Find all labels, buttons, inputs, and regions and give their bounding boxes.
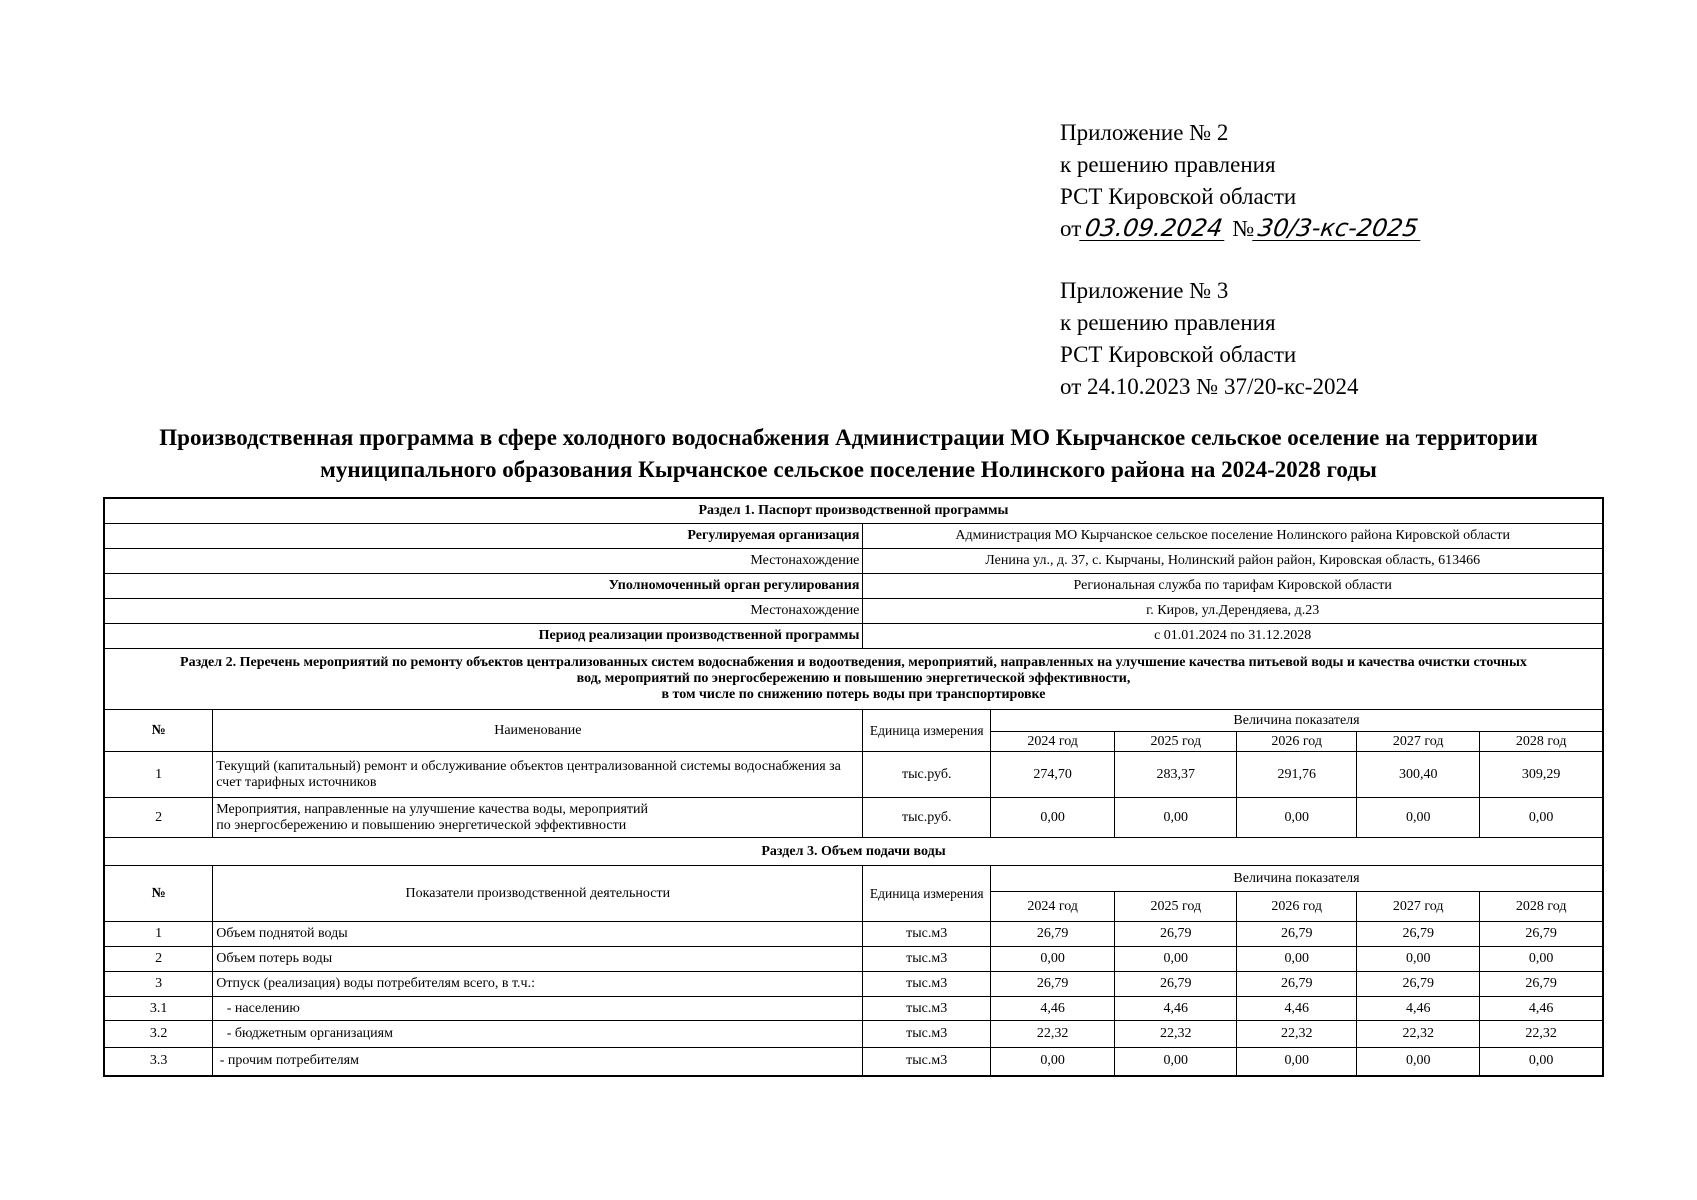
s3-col-num: № — [104, 866, 213, 922]
s3-row31-v2024: 4,46 — [991, 997, 1115, 1021]
s1-value-location: Ленина ул., д. 37, с. Кырчаны, Нолинский район район, Кировская область, 613466 — [863, 549, 1603, 574]
s3-row2-name: Объем потерь воды — [213, 947, 863, 972]
s2-heading-line2: вод, мероприятий по энергосбережению и повышению энергетической эффективности, — [576, 671, 1131, 686]
s3-row32-v2027: 22,32 — [1357, 1021, 1480, 1048]
s2-year-2028: 2028 год — [1480, 732, 1603, 752]
s2-year-2025: 2025 год — [1115, 732, 1237, 752]
s3-row31-v2028: 4,46 — [1480, 997, 1603, 1021]
s3-row32-v2026: 22,32 — [1237, 1021, 1357, 1048]
s2-row2-v2028: 0,00 — [1480, 798, 1603, 838]
section3-heading: Раздел 3. Объем подачи воды — [104, 838, 1603, 866]
s3-row3-v2027: 26,79 — [1357, 972, 1480, 997]
s3-row31-v2026: 4,46 — [1237, 997, 1357, 1021]
s2-col-num: № — [104, 710, 213, 752]
s3-row2-v2026: 0,00 — [1237, 947, 1357, 972]
s3-row33-v2027: 0,00 — [1357, 1048, 1480, 1076]
title-line2: муниципального образования Кырчанское сельское поселение Нолинского района на 2024-2028 годы — [320, 457, 1377, 482]
handwritten-number: 30/3-кс-2025 — [1253, 216, 1424, 241]
appendix-2-line2: к решению правления — [1060, 152, 1276, 177]
appendix-3-line4: от 24.10.2023 № 37/20-кс-2024 — [1060, 374, 1359, 399]
s2-year-2024: 2024 год — [991, 732, 1115, 752]
s1-value-period: с 01.01.2024 по 31.12.2028 — [863, 624, 1603, 649]
s2-row2-v2025: 0,00 — [1115, 798, 1237, 838]
appendix-2-line3: РСТ Кировской области — [1060, 184, 1297, 209]
s2-heading-line3: в том числе по снижению потерь воды при транспортировке — [661, 687, 1046, 702]
s3-row2-num: 2 — [104, 947, 213, 972]
s3-row32-v2028: 22,32 — [1480, 1021, 1603, 1048]
s3-row31-v2027: 4,46 — [1357, 997, 1480, 1021]
appendix-2-block — [1060, 117, 1422, 245]
s3-row3-v2025: 26,79 — [1115, 972, 1237, 997]
table-row — [104, 997, 1603, 1021]
s3-row3-name: Отпуск (реализация) воды потребителям всего, в т.ч.: — [213, 972, 863, 997]
appendix-3-line2: к решению правления — [1060, 310, 1276, 335]
s3-row32-v2025: 22,32 — [1115, 1021, 1237, 1048]
s3-year-2024: 2024 год — [991, 892, 1115, 922]
s3-row1-v2026: 26,79 — [1237, 922, 1357, 947]
s3-row33-unit: тыс.м3 — [863, 1048, 991, 1076]
s3-row3-v2028: 26,79 — [1480, 972, 1603, 997]
s1-label-regulator: Уполномоченный орган регулирования — [104, 574, 863, 599]
s3-year-2025: 2025 год — [1115, 892, 1237, 922]
s2-row2-name-line2: по энергосбережению и повышению энергетической эффективности — [216, 817, 627, 833]
s3-row2-unit: тыс.м3 — [863, 947, 991, 972]
s3-row1-unit: тыс.м3 — [863, 922, 991, 947]
section2-heading — [104, 649, 1603, 710]
s2-year-2027: 2027 год — [1357, 732, 1480, 752]
s3-col-name: Показатели производственной деятельности — [213, 866, 863, 922]
table-row — [104, 798, 1603, 838]
s2-row1-unit: тыс.руб. — [863, 752, 991, 798]
s2-row2-v2024: 0,00 — [991, 798, 1115, 838]
s3-row33-v2026: 0,00 — [1237, 1048, 1357, 1076]
appendix-2-line1: Приложение № 2 — [1060, 120, 1229, 145]
s3-row2-v2028: 0,00 — [1480, 947, 1603, 972]
s2-row2-name — [213, 798, 863, 838]
s2-row2-name-line1: Мероприятия, направленные на улучшение качества воды, мероприятий — [216, 801, 649, 817]
s2-row2-v2026: 0,00 — [1237, 798, 1357, 838]
appendix-3-block — [1060, 275, 1358, 403]
s3-row31-unit: тыс.м3 — [863, 997, 991, 1021]
s2-row2-unit: тыс.руб. — [863, 798, 991, 838]
s3-row2-v2025: 0,00 — [1115, 947, 1237, 972]
s2-row2-num: 2 — [104, 798, 213, 838]
table-row — [104, 1021, 1603, 1048]
s2-row1-num: 1 — [104, 752, 213, 798]
s3-row1-v2024: 26,79 — [991, 922, 1115, 947]
appendix-3-line1: Приложение № 3 — [1060, 278, 1229, 303]
s3-row1-name: Объем поднятой воды — [213, 922, 863, 947]
s3-row32-unit: тыс.м3 — [863, 1021, 991, 1048]
s2-col-unit: Единица измерения — [863, 710, 991, 752]
number-label: № — [1232, 216, 1255, 241]
s3-year-2026: 2026 год — [1237, 892, 1357, 922]
table-row — [104, 972, 1603, 997]
table-row — [104, 922, 1603, 947]
s3-row3-num: 3 — [104, 972, 213, 997]
handwritten-date: 03.09.2024 — [1079, 216, 1228, 241]
s3-row31-v2025: 4,46 — [1115, 997, 1237, 1021]
s3-row1-v2028: 26,79 — [1480, 922, 1603, 947]
s1-label-period: Период реализации производственной программы — [104, 624, 863, 649]
section1-heading: Раздел 1. Паспорт производственной программы — [104, 498, 1603, 524]
s2-row2-v2027: 0,00 — [1357, 798, 1480, 838]
appendix-2-line4 — [1060, 213, 1422, 245]
s2-row1-v2026: 291,76 — [1237, 752, 1357, 798]
s3-row33-v2028: 0,00 — [1480, 1048, 1603, 1076]
s3-row3-unit: тыс.м3 — [863, 972, 991, 997]
s2-row1-name — [213, 752, 863, 798]
s2-row1-name-line1: Текущий (капитальный) ремонт и обслуживание объектов централизованной системы водоснабжения за — [216, 758, 841, 774]
s2-row1-v2027: 300,40 — [1357, 752, 1480, 798]
s3-col-value: Величина показателя — [991, 866, 1604, 892]
from-label: от — [1060, 216, 1082, 241]
s3-row31-num: 3.1 — [104, 997, 213, 1021]
s3-row2-v2027: 0,00 — [1357, 947, 1480, 972]
s3-row3-v2024: 26,79 — [991, 972, 1115, 997]
s3-row1-num: 1 — [104, 922, 213, 947]
s2-row1-name-line2: счет тарифных источников — [216, 774, 377, 790]
s3-row32-v2024: 22,32 — [991, 1021, 1115, 1048]
s2-row1-v2025: 283,37 — [1115, 752, 1237, 798]
s3-row2-v2024: 0,00 — [991, 947, 1115, 972]
table-row — [104, 752, 1603, 798]
s3-row1-v2025: 26,79 — [1115, 922, 1237, 947]
s2-row1-v2028: 309,29 — [1480, 752, 1603, 798]
table-row — [104, 947, 1603, 972]
s3-row31-name: - населению — [213, 997, 863, 1021]
s1-value-regulator: Региональная служба по тарифам Кировской области — [863, 574, 1603, 599]
s2-row1-v2024: 274,70 — [991, 752, 1115, 798]
s3-year-2027: 2027 год — [1357, 892, 1480, 922]
s3-row3-v2026: 26,79 — [1237, 972, 1357, 997]
s3-row32-num: 3.2 — [104, 1021, 213, 1048]
s1-label-org: Регулируемая организация — [104, 524, 863, 549]
s1-value-org: Администрация МО Кырчанское сельское поселение Нолинского района Кировской области — [863, 524, 1603, 549]
s3-row33-v2025: 0,00 — [1115, 1048, 1237, 1076]
appendix-3-line3: РСТ Кировской области — [1060, 342, 1297, 367]
s3-row33-v2024: 0,00 — [991, 1048, 1115, 1076]
s3-row33-num: 3.3 — [104, 1048, 213, 1076]
s3-row33-name: - прочим потребителям — [213, 1048, 863, 1076]
s1-value-reg-location: г. Киров, ул.Дерендяева, д.23 — [863, 599, 1603, 624]
s3-year-2028: 2028 год — [1480, 892, 1603, 922]
s3-col-unit: Единица измерения — [863, 866, 991, 922]
s1-label-reg-location: Местонахождение — [104, 599, 863, 624]
s2-heading-line1: Раздел 2. Перечень мероприятий по ремонту объектов централизованных систем водоснабжения и водоотведения, мероприятий, направленных на улучшение качества питьевой воды и качества очистки сточных — [180, 655, 1527, 670]
document-title — [100, 422, 1597, 486]
program-table — [103, 497, 1604, 1077]
table-row — [104, 1048, 1603, 1076]
s3-row32-name: - бюджетным организациям — [213, 1021, 863, 1048]
s2-col-value: Величина показателя — [991, 710, 1604, 732]
s2-col-name: Наименование — [213, 710, 863, 752]
s3-row1-v2027: 26,79 — [1357, 922, 1480, 947]
s1-label-location: Местонахождение — [104, 549, 863, 574]
s2-year-2026: 2026 год — [1237, 732, 1357, 752]
title-line1: Производственная программа в сфере холодного водоснабжения Администрации МО Кырчанское сельское оселение на территории — [159, 425, 1538, 450]
